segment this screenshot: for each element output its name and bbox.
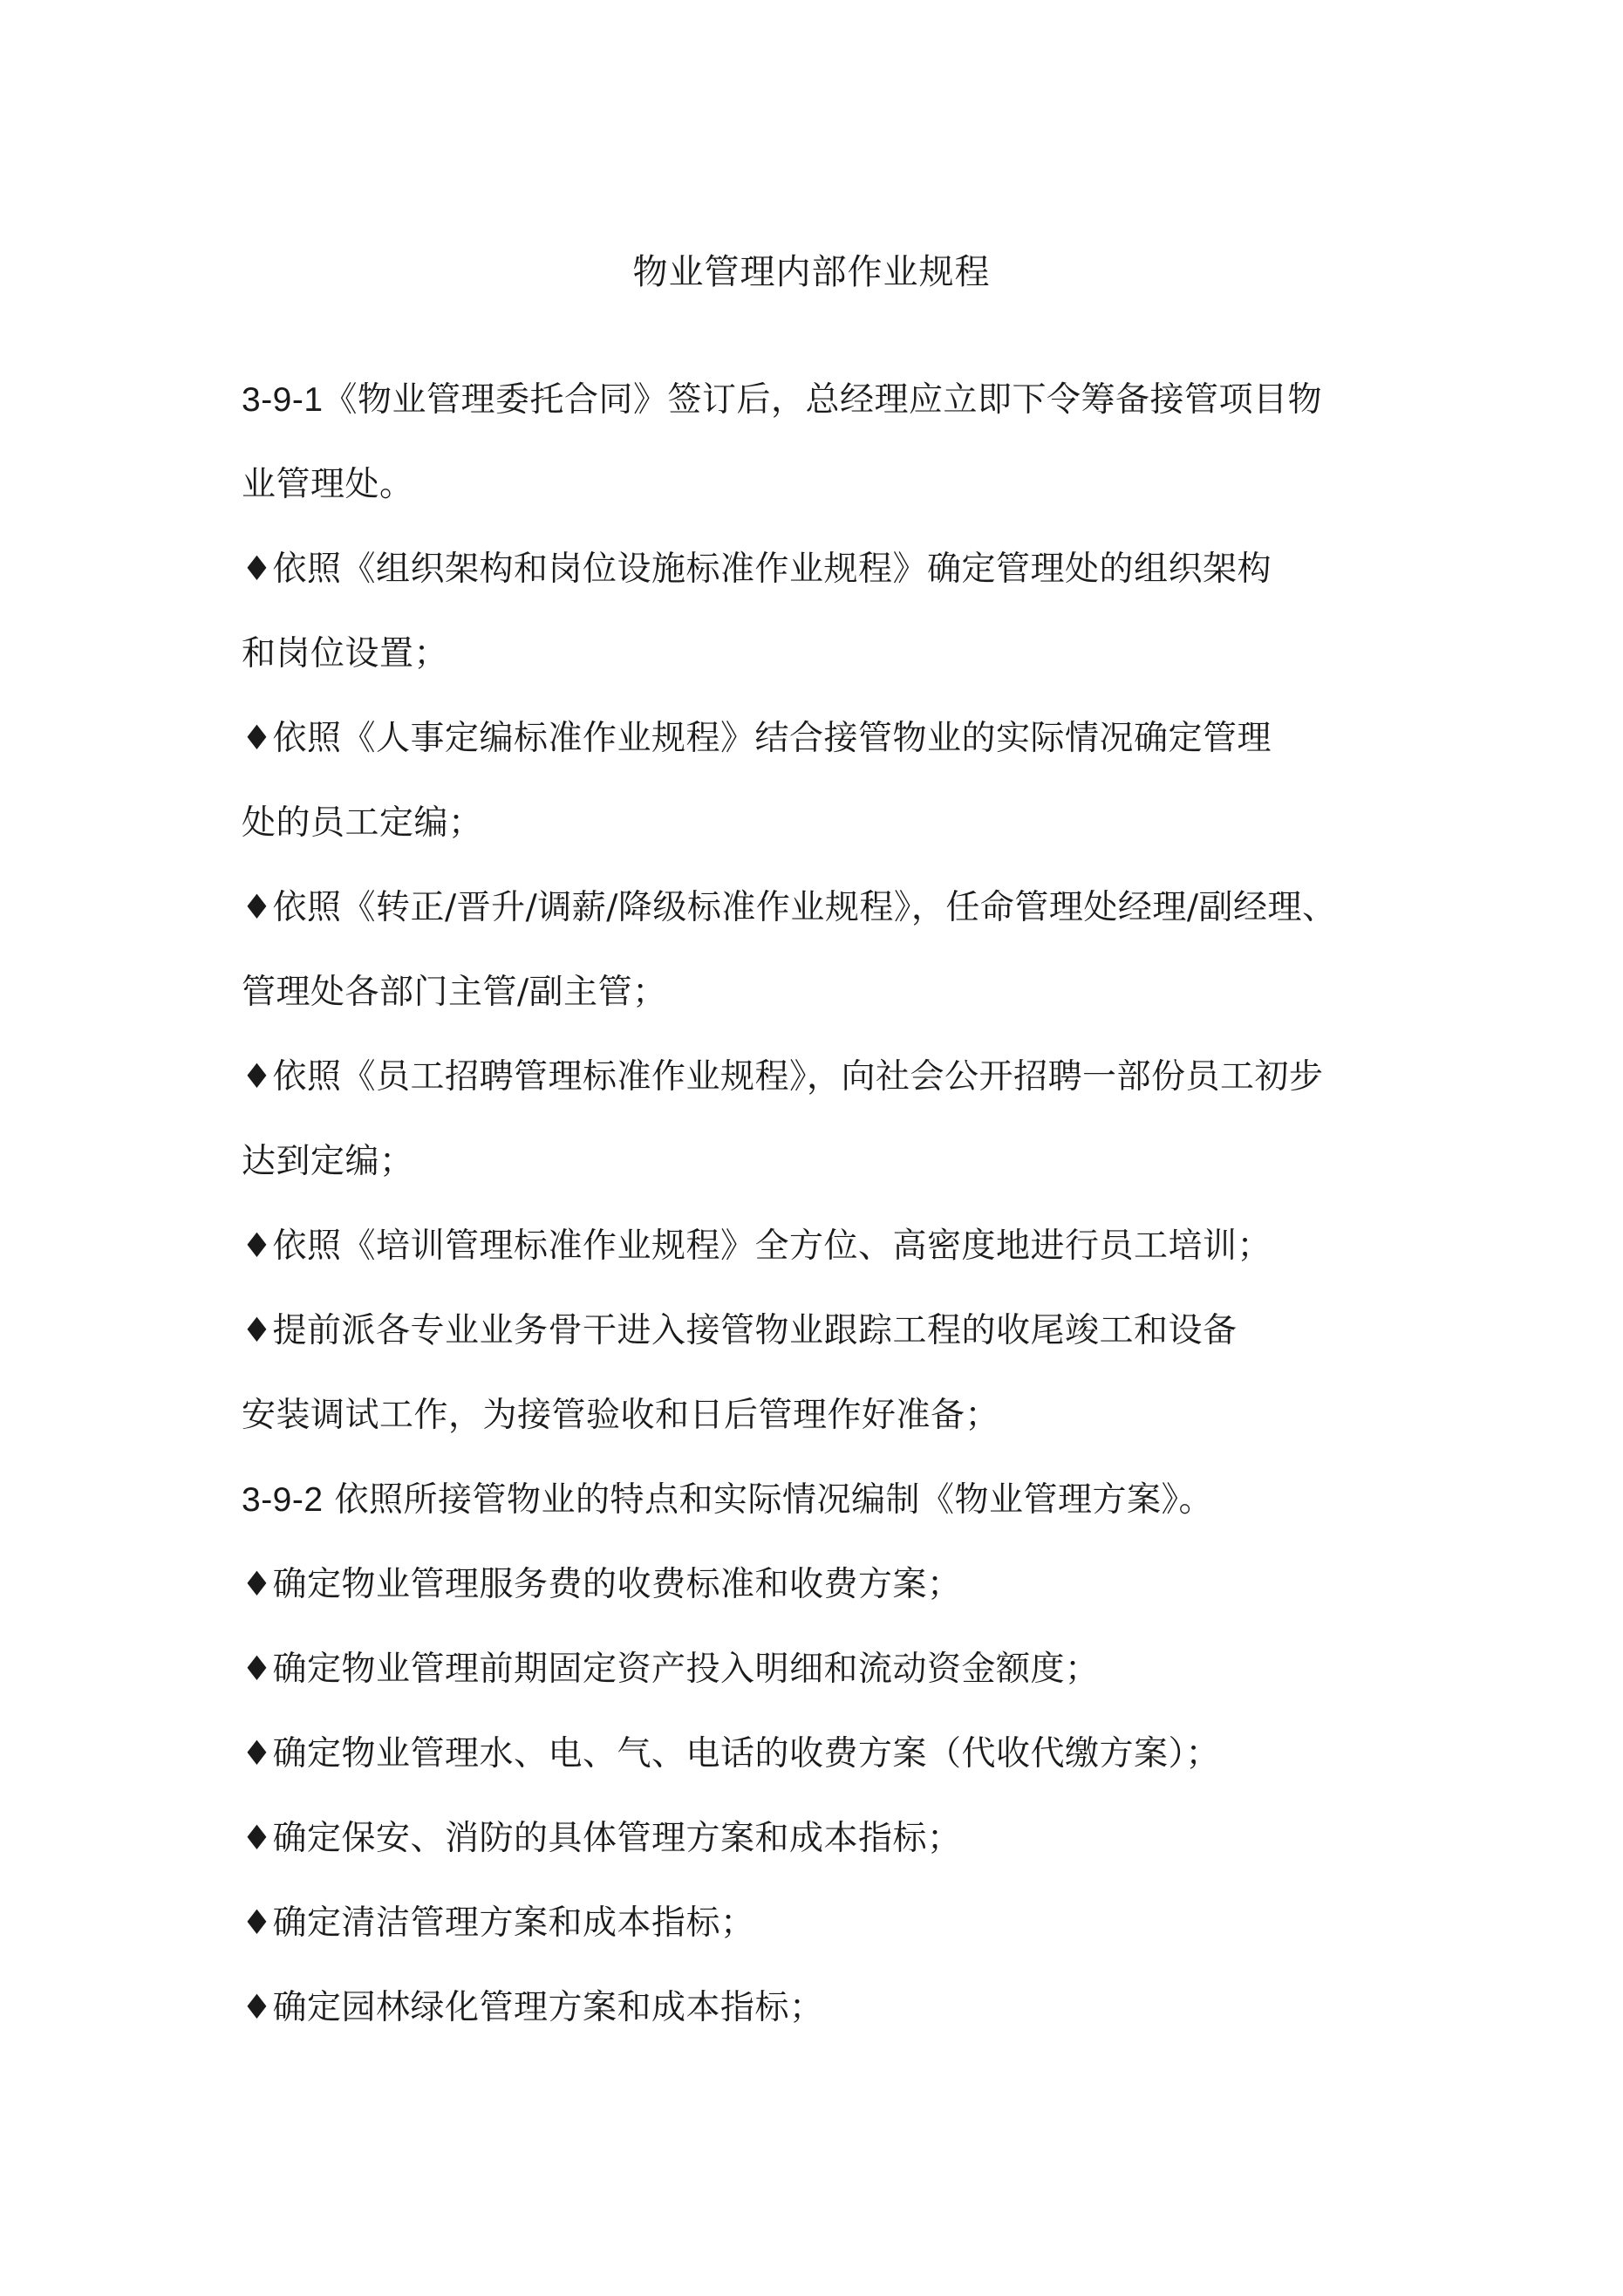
line-text: ♦依照《员工招聘管理标准作业规程》，向社会公开招聘一部份员工初步 xyxy=(242,1057,1324,1097)
paragraph-line xyxy=(242,1222,1272,1271)
paragraph-line xyxy=(242,1730,1220,1779)
paragraph-line xyxy=(242,884,1337,933)
paragraph-line xyxy=(242,1561,961,1609)
paragraph-line xyxy=(242,1984,823,2033)
document-title: 物业管理内部作业规程 xyxy=(632,252,991,292)
line-text: 和岗位设置； xyxy=(242,634,449,673)
paragraph-line xyxy=(242,968,667,1017)
paragraph-line xyxy=(242,1391,999,1440)
line-text: ♦依照《转正/晋升/调薪/降级标准作业规程》，任命管理处经理/副经理、 xyxy=(242,888,1337,927)
line-text: ♦确定园林绿化管理方案和成本指标； xyxy=(242,1988,824,2027)
paragraph-line xyxy=(242,1899,754,1948)
section-number: 3-9-1 xyxy=(242,381,324,419)
line-text: 处的员工定编； xyxy=(242,803,483,843)
line-text: 管理处各部门主管/副主管； xyxy=(242,973,667,1012)
paragraph-line xyxy=(242,1645,1099,1694)
line-text: ♦确定保安、消防的具体管理方案和成本指标； xyxy=(242,1819,962,1858)
line-text: ♦确定清洁管理方案和成本指标； xyxy=(242,1903,755,1943)
paragraph-line xyxy=(242,545,1272,594)
line-text: ♦确定物业管理服务费的收费标准和收费方案； xyxy=(242,1565,962,1604)
paragraph-line xyxy=(242,461,414,509)
line-text: ♦依照《人事定编标准作业规程》结合接管物业的实际情况确定管理 xyxy=(242,719,1272,758)
paragraph-line xyxy=(242,630,448,679)
section-number: 3-9-2 xyxy=(242,1481,324,1519)
paragraph-line xyxy=(242,714,1272,763)
line-text: ♦确定物业管理前期固定资产投入明细和流动资金额度； xyxy=(242,1650,1100,1689)
line-text: 达到定编； xyxy=(242,1142,414,1181)
line-text: 业管理处。 xyxy=(242,465,414,504)
paragraph-line xyxy=(242,1814,961,1863)
line-text: ♦确定物业管理水、电、气、电话的收费方案（代收代缴方案）； xyxy=(242,1734,1220,1773)
line-text: ♦提前派各专业业务骨干进入接管物业跟踪工程的收尾竣工和设备 xyxy=(242,1311,1238,1350)
line-text: 依照所接管物业的特点和实际情况编制《物业管理方案》。 xyxy=(323,1480,1213,1520)
paragraph-line xyxy=(242,376,1322,425)
paragraph-line xyxy=(242,1053,1323,1102)
line-text: ♦依照《组织架构和岗位设施标准作业规程》确定管理处的组织架构 xyxy=(242,550,1272,589)
paragraph-line xyxy=(242,1307,1237,1356)
paragraph-line xyxy=(242,799,483,848)
line-text: 《物业管理委托合同》签订后，总经理应立即下令筹备接管项目物 xyxy=(323,380,1323,420)
paragraph-line xyxy=(242,1138,414,1186)
line-text: 安装调试工作，为接管验收和日后管理作好准备； xyxy=(242,1396,1000,1435)
paragraph-line xyxy=(242,1476,1213,1525)
line-text: ♦依照《培训管理标准作业规程》全方位、高密度地进行员工培训； xyxy=(242,1227,1272,1266)
